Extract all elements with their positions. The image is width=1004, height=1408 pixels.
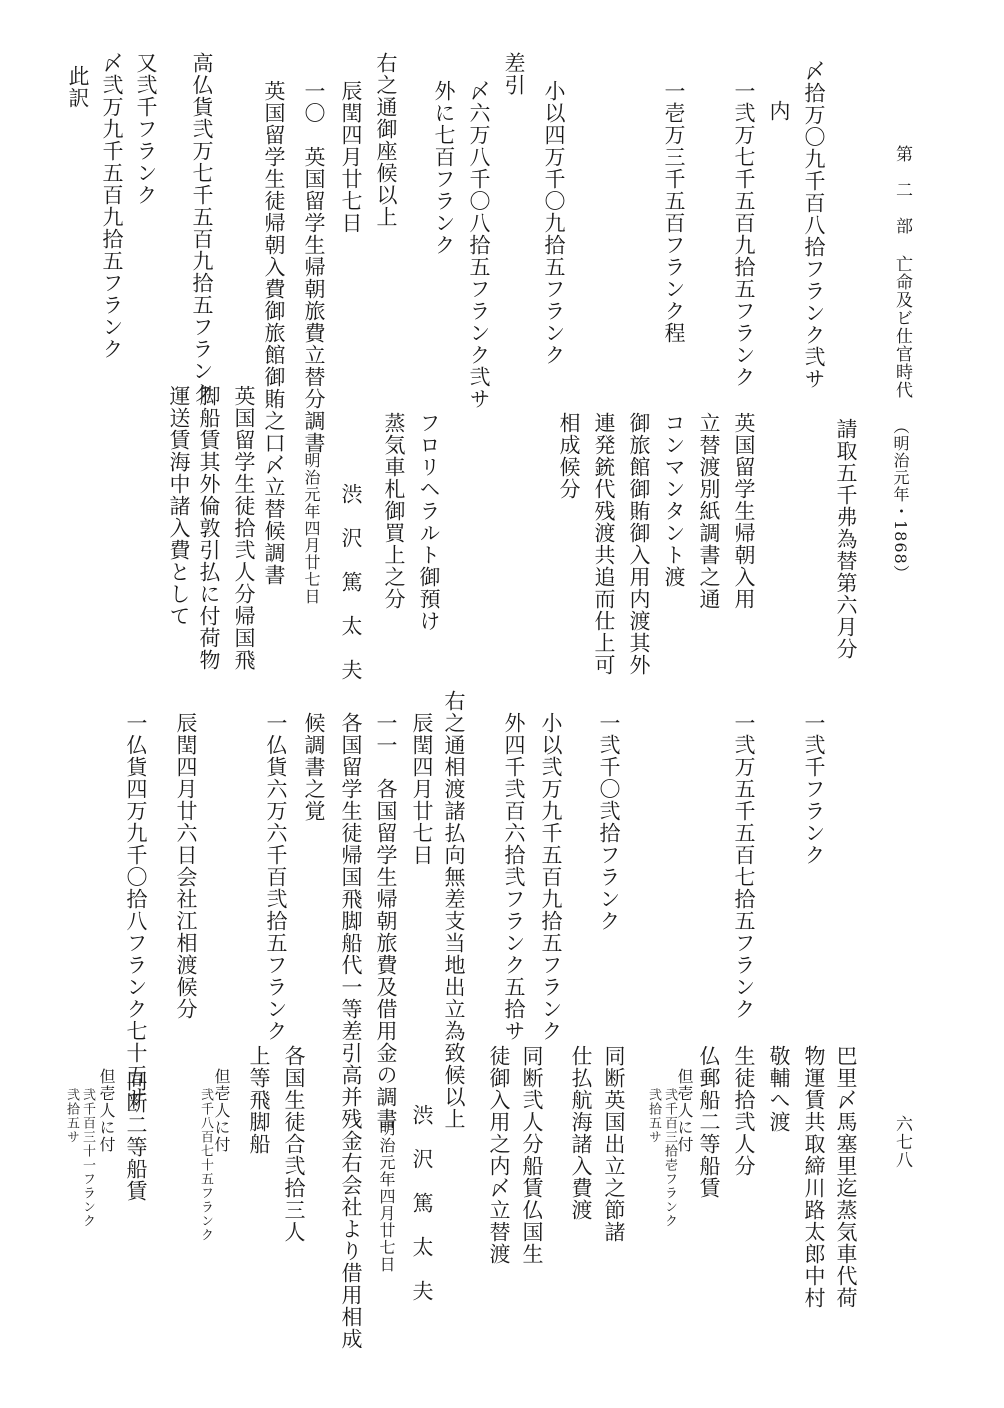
text-line: 外四千弐百六拾弐フランク五拾サ	[502, 712, 526, 1042]
text-note: 弐拾五サ	[646, 1088, 661, 1144]
text-line: 〆拾万〇九千百八拾フランク弐サ	[802, 60, 826, 390]
text-line: 〆六万八千〇八拾五フランク弐サ	[467, 80, 491, 410]
section-heading: 一〇 英国留学生帰朝旅費立替分調書	[302, 80, 326, 454]
text-line: 一弐万五千五百七拾五フランク	[732, 712, 756, 1020]
text-line: 高仏貨弐万七千五百九拾五フランク	[190, 52, 214, 404]
text-line: 此訳	[66, 65, 90, 109]
text-line: 一壱万三千五百フランク程	[662, 80, 686, 344]
text-note: 弐千百三拾壱フランク	[662, 1088, 677, 1228]
text-line: 生徒拾弐人分	[732, 1045, 756, 1177]
text-line: 相成候分	[557, 412, 581, 500]
part-label: 第 二 部	[892, 145, 912, 235]
text-line: 英国留学生徒拾弐人分帰国飛	[232, 385, 256, 671]
text-line: 御旅館御賄御入用内渡其外	[627, 412, 651, 676]
text-line: 同断二等船賃	[124, 1070, 148, 1202]
text-line: 立替渡別紙調書之通	[697, 412, 721, 610]
text-line: 辰閏四月廿七日	[339, 80, 363, 234]
text-line: 辰閏四月廿六日会社江相渡候分	[174, 712, 198, 1020]
text-line: 英国留学生徒帰朝入費御旅館御賄之口〆立替候調書	[262, 80, 286, 586]
text-line: 同断英国出立之節諸	[602, 1045, 626, 1243]
text-line: 蒸気車札御買上之分	[382, 412, 406, 610]
chapter-title: 亡命及ビ仕官時代	[892, 255, 912, 399]
text-line: 一弐万七千五百九拾五フランク	[732, 80, 756, 388]
text-note: 但壱人に付	[212, 1068, 231, 1153]
text-line: 脚船賃其外倫敦引払に付荷物	[197, 385, 221, 671]
page-number: 六七八	[892, 1115, 912, 1169]
text-line: 小以弐万九千五百九拾五フランク	[539, 712, 563, 1042]
text-line: 一仏貨四万九千〇拾八フランク七十五サ	[124, 712, 148, 1108]
section-date: 明治元年四月廿七日	[302, 452, 321, 605]
text-line: 右之通相渡諸払向無差支当地出立為致候以上	[442, 690, 466, 1130]
section-heading: 一一 各国留学生帰朝旅費及借用金の調書	[374, 712, 398, 1130]
text-note: 弐千百三十一フランク	[80, 1088, 95, 1228]
text-line: 物運賃共取締川路太郎中村	[802, 1045, 826, 1309]
text-line: 上等飛脚船	[247, 1045, 271, 1155]
text-line: 一仏貨六万六千百弐拾五フランク	[264, 712, 288, 1042]
text-line: 連発銃代残渡共追而仕上可	[592, 412, 616, 676]
text-line: 敬輔へ渡	[767, 1045, 791, 1133]
text-line: 各国生徒合弐拾三人	[282, 1045, 306, 1243]
text-note: 但壱人に付	[97, 1068, 116, 1153]
text-line: 右之通御座候以上	[374, 52, 398, 228]
text-line: 請取五千弗為替第六月分	[834, 418, 858, 660]
text-line: 仏郵船二等船賃	[697, 1045, 721, 1199]
text-line: 同断弐人分船賃仏国生	[520, 1045, 544, 1265]
text-line: 仕払航海諸入費渡	[569, 1045, 593, 1221]
signature-name: 渋 沢 篤 太 夫	[410, 1104, 434, 1302]
text-line: 差引	[502, 52, 526, 96]
text-line: 辰閏四月廿七日	[410, 712, 434, 866]
text-note: 弐千八百七十五フランク	[198, 1088, 213, 1242]
signature-name: 渋 沢 篤 太 夫	[339, 483, 363, 681]
text-line: コンマンタント渡	[662, 412, 686, 588]
section-date: 明治元年四月廿七日	[377, 1120, 396, 1273]
text-line: 外に七百フランク	[432, 80, 456, 256]
text-note: 弐拾五サ	[64, 1088, 79, 1144]
text-line: 内	[767, 100, 791, 122]
text-line: 小以四万千〇九拾五フランク	[542, 80, 566, 366]
text-line: 候調書之覚	[302, 712, 326, 822]
text-line: 一弐千フランク	[802, 712, 826, 866]
text-line: 英国留学生帰朝入用	[732, 412, 756, 610]
text-note: 但壱人に付	[675, 1068, 694, 1153]
text-line: 巴里〆馬塞里迄蒸気車代荷	[834, 1045, 858, 1309]
text-line: 〆弐万九千五百九拾五フランク	[100, 52, 124, 360]
text-line: 又弐千フランク	[134, 52, 158, 206]
text-line: 運送賃海中諸入費として	[167, 385, 191, 627]
text-line: 徒御入用之内〆立替渡	[487, 1045, 511, 1265]
text-line: フロリヘラルト御預け	[417, 412, 441, 632]
text-line: 各国留学生徒帰国飛脚船代一等差引高并残金右会社より借用相成	[339, 712, 363, 1350]
era-label: （明治元年・1868）	[891, 418, 910, 582]
text-line: 一弐千〇弐拾フランク	[597, 712, 621, 932]
